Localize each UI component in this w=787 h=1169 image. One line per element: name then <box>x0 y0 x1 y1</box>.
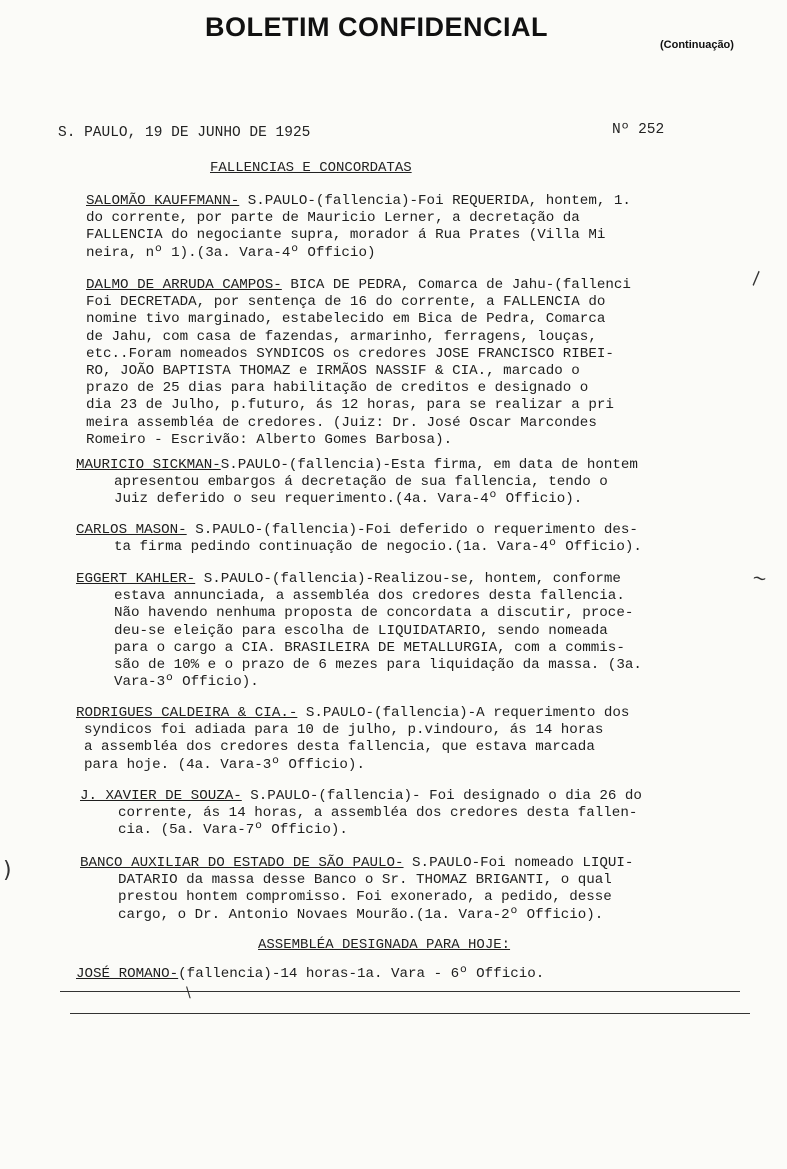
entry-line: estava annunciada, a assembléa dos credores desta fallencia. <box>114 588 625 605</box>
entry-line: do corrente, por parte de Mauricio Lerner, a decretação da <box>86 210 580 227</box>
entry-line: ta firma pedindo continuação de negocio.(1a. Vara-4º Officio). <box>114 539 642 556</box>
entry-xavier-de-souza <box>80 788 710 840</box>
entry-line: FALLENCIA do negociante supra, morador á Rua Prates (Villa Mi <box>86 227 606 244</box>
entry-first-line <box>86 193 716 210</box>
entry-line: cargo, o Dr. Antonio Novaes Mourão.(1a. Vara-2º Officio). <box>118 906 604 923</box>
entry-line: neira, nº 1).(3a. Vara-4º Officio) <box>86 244 376 261</box>
entry-line: a assembléa dos credores desta fallencia, que estava marcada <box>84 739 595 756</box>
entry-line: Foi DECRETADA, por sentença de 16 do corrente, a FALLENCIA do <box>86 294 606 311</box>
entry-line: corrente, ás 14 horas, a assembléa dos credores desta fallen- <box>118 805 638 822</box>
entry-first-line <box>80 855 710 872</box>
entry-line: etc..Foram nomeados SYNDICOS os credores JOSE FRANCISCO RIBEI- <box>86 345 614 362</box>
entry-first-line <box>86 277 716 294</box>
entry-text: S.PAULO-(fallencia)-Realizou-se, hontem, conforme <box>195 571 621 587</box>
entry-line: Romeiro - Escrivão: Alberto Gomes Barbosa). <box>86 431 453 448</box>
entry-text: S.PAULO-(fallencia)- Foi designado o dia 26 do <box>241 788 642 804</box>
entry-text: S.PAULO-Foi nomeado LIQUI- <box>403 855 634 871</box>
entry-text: S.PAULO-(fallencia)-A requerimento dos <box>297 705 630 721</box>
entry-line: meira assembléa de credores. (Juiz: Dr. José Oscar Marcondes <box>86 414 597 431</box>
margin-mark: ~ <box>750 566 769 591</box>
entry-first-line <box>76 966 706 983</box>
entry-text: S.PAULO-(fallencia)-Foi deferido o requerimento des- <box>186 522 638 538</box>
entry-name: EGGERT KAHLER- <box>76 571 196 587</box>
entry-line: são de 10% e o prazo de 6 mezes para liquidação da massa. (3a. <box>114 657 642 674</box>
entry-line: deu-se eleição para escolha de LIQUIDATARIO, sendo nomeada <box>114 622 608 639</box>
entry-carlos-mason <box>76 522 706 556</box>
margin-mark: ) <box>3 858 12 883</box>
entry-rodrigues-caldeira <box>76 705 706 774</box>
entry-line: de Jahu, com casa de fazendas, armarinho, ferragens, louças, <box>86 328 597 345</box>
entry-line: prazo de 25 dias para habilitação de creditos e designado o <box>86 380 589 397</box>
entry-line: para hoje. (4a. Vara-3º Officio). <box>84 756 365 773</box>
entry-name: MAURICIO SICKMAN- <box>76 457 221 473</box>
entry-first-line <box>76 457 706 474</box>
section-title: FALLENCIAS E CONCORDATAS <box>210 160 412 176</box>
entry-first-line <box>76 705 706 722</box>
bulletin-number: Nº 252 <box>612 122 665 138</box>
entry-salomao-kauffmann <box>86 193 716 262</box>
margin-mark: \ <box>746 268 766 289</box>
entry-line: syndicos foi adiada para 10 de julho, p.vindouro, ás 14 horas <box>84 722 604 739</box>
entry-first-line <box>80 788 710 805</box>
entry-eggert-kahler <box>76 571 706 691</box>
divider-line <box>70 1013 750 1014</box>
entry-line: DATARIO da massa desse Banco o Sr. THOMAZ BRIGANTI, o qual <box>118 872 612 889</box>
entry-text: S.PAULO-(fallencia)-Foi REQUERIDA, hontem, 1. <box>239 193 631 209</box>
entry-line: Juiz deferido o seu requerimento.(4a. Vara-4º Officio). <box>114 491 583 508</box>
entry-line: cia. (5a. Vara-7º Officio). <box>118 822 348 839</box>
entry-name: DALMO DE ARRUDA CAMPOS- <box>86 277 282 293</box>
entry-name: CARLOS MASON- <box>76 522 187 538</box>
entry-line: prestou hontem compromisso. Foi exonerado, a pedido, desse <box>118 889 612 906</box>
entry-name: JOSÉ ROMANO- <box>76 966 179 982</box>
entry-first-line <box>76 571 706 588</box>
entry-first-line <box>76 522 706 539</box>
margin-mark: \ <box>186 985 191 1001</box>
entry-name: J. XAVIER DE SOUZA- <box>80 788 242 804</box>
entry-name: RODRIGUES CALDEIRA & CIA.- <box>76 705 298 721</box>
entry-line: apresentou embargos á decretação de sua fallencia, tendo o <box>114 474 608 491</box>
entry-banco-auxiliar <box>80 855 710 924</box>
entry-line: nomine tivo marginado, estabelecido em Bica de Pedra, Comarca <box>86 311 606 328</box>
entry-line: Vara-3º Officio). <box>114 674 259 691</box>
entry-line: RO, JOÃO BAPTISTA THOMAZ e IRMÃOS NASSIF & CIA., marcado o <box>86 363 580 380</box>
entry-name: BANCO AUXILIAR DO ESTADO DE SÃO PAULO- <box>80 855 404 871</box>
entry-name: SALOMÃO KAUFFMANN- <box>86 193 240 209</box>
entry-text: S.PAULO-(fallencia)-Esta firma, em data de hontem <box>220 457 638 473</box>
dateline: S. PAULO, 19 DE JUNHO DE 1925 <box>58 125 311 141</box>
bulletin-title: BOLETIM CONFIDENCIAL <box>205 12 548 42</box>
divider-line <box>60 991 740 992</box>
entry-line: Não havendo nenhuma proposta de concordata a discutir, proce- <box>114 605 634 622</box>
continuation-label: (Continuação) <box>660 39 734 51</box>
entry-dalmo-de-arruda-campos <box>86 277 716 449</box>
entry-text: (fallencia)-14 horas-1a. Vara - 6º Officio. <box>178 966 545 982</box>
entry-mauricio-sickman <box>76 457 706 509</box>
assembly-section-title: ASSEMBLÉA DESIGNADA PARA HOJE: <box>258 937 511 953</box>
entry-text: BICA DE PEDRA, Comarca de Jahu-(fallenci <box>281 277 631 293</box>
entry-line: para o cargo a CIA. BRASILEIRA DE METALLURGIA, com a commis- <box>114 639 625 656</box>
entry-line: dia 23 de Julho, p.futuro, ás 12 horas, para se realizar a pri <box>86 397 614 414</box>
entry-jose-romano <box>76 966 706 983</box>
